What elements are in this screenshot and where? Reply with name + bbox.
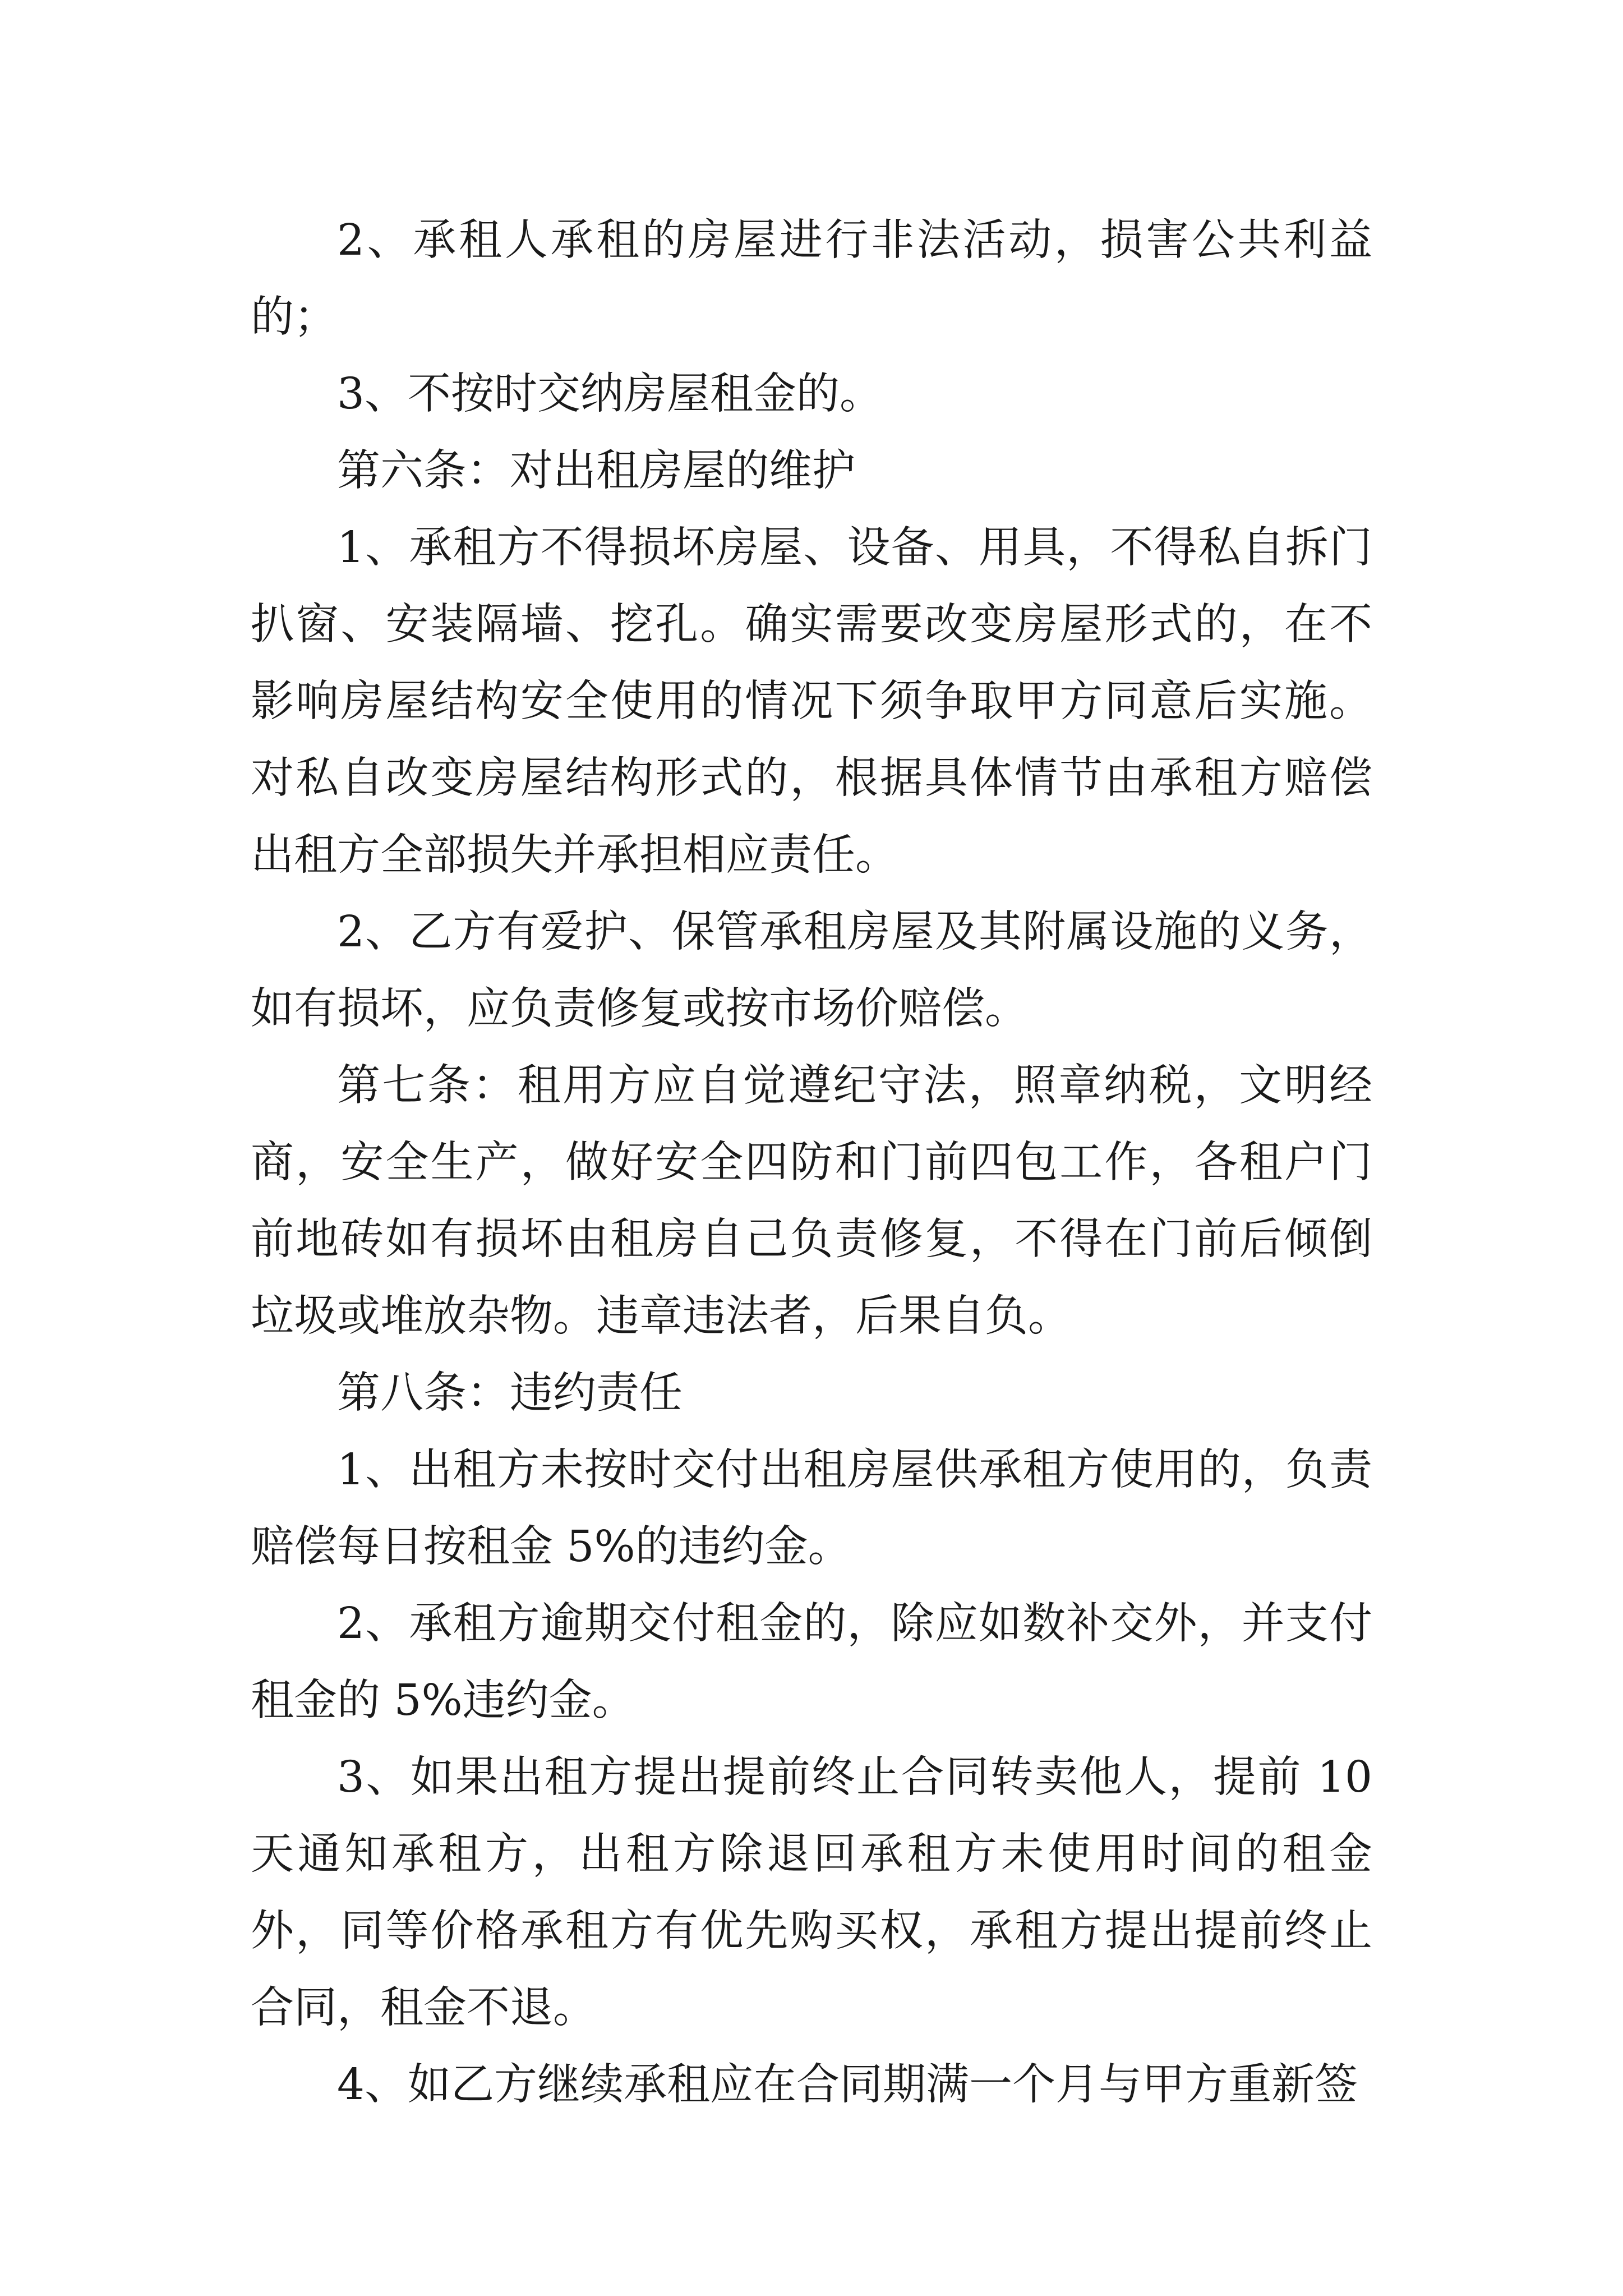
- article-8-item-1: 1、出租方未按时交付出租房屋供承租方使用的，负责赔偿每日按租金 5%的违约金。: [251, 1445, 1372, 1572]
- article-8-item-3: 3、如果出租方提出提前终止合同转卖他人，提前 10 天通知承租方，出租方除退回承租方未使用时间的租金外，同等价格承租方有优先购买权，承租方提出提前终止合同，租金不退。: [251, 1752, 1372, 2033]
- article-6-heading: 第六条：对出租房屋的维护: [337, 446, 855, 496]
- article-8-heading: 第八条：违约责任: [337, 1368, 683, 1418]
- document-page: [251, 202, 1372, 2123]
- clause-item-3: 3、不按时交纳房屋租金的。: [337, 369, 883, 419]
- article-8-item-2: 2、承租方逾期交付租金的，除应如数补交外，并支付租金的 5%违约金。: [251, 1599, 1372, 1726]
- article-7-paragraph: 第七条：租用方应自觉遵纪守法，照章纳税，文明经商，安全生产，做好安全四防和门前四包工作，各租户门前地砖如有损坏由租房自己负责修复，不得在门前后倾倒垃圾或堆放杂物。违章违法者，后果自负。: [251, 1061, 1372, 1341]
- article-6-item-1: 1、承租方不得损坏房屋、设备、用具，不得私自拆门扒窗、安装隔墙、挖孔。确实需要改变房屋形式的，在不影响房屋结构安全使用的情况下须争取甲方同意后实施。对私自改变房屋结构形式的，根据具体情节由承租方赔偿出租方全部损失并承担相应责任。: [251, 523, 1372, 880]
- article-6-item-2: 2、乙方有爱护、保管承租房屋及其附属设施的义务，如有损坏，应负责修复或按市场价赔偿。: [251, 907, 1372, 1034]
- clause-item-2: 2、承租人承租的房屋进行非法活动，损害公共利益的；: [251, 215, 1372, 342]
- article-8-item-4: 4、如乙方继续承租应在合同期满一个月与甲方重新签: [337, 2060, 1358, 2110]
